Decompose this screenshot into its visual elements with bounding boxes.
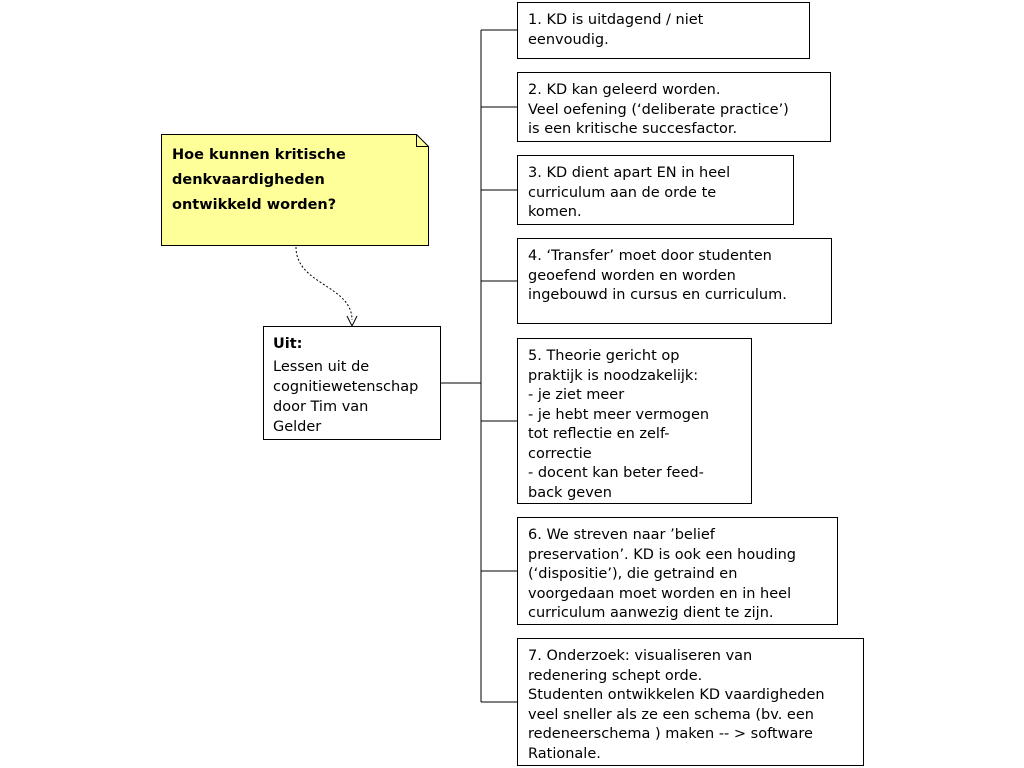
question-text: Hoe kunnen kritische denkvaardigheden ontwikkeld worden? [172, 147, 346, 213]
lesson-box-1: 1. KD is uitdagend / niet eenvoudig. [517, 2, 810, 59]
source-box [263, 326, 441, 440]
question-note [161, 134, 429, 246]
lesson-box-5: 5. Theorie gericht op praktijk is noodzakelijk: - je ziet meer - je hebt meer vermogen tot reflectie en zelf- correctie - docent kan beter feed- back geven [517, 338, 752, 504]
note-link-arrowhead [347, 316, 357, 326]
lesson-box-7: 7. Onderzoek: visualiseren van redenering schept orde. Studenten ontwikkelen KD vaardigheden veel sneller als ze een schema (bv. een redeneerschema ) maken -- > software Rationale. [517, 638, 864, 766]
lesson-box-4: 4. ‘Transfer’ moet door studenten geoefend worden en worden ingebouwd in cursus en curriculum. [517, 238, 832, 324]
source-body: Lessen uit de cognitiewetenschap door Tim van Gelder [273, 359, 419, 435]
note-link-curve [296, 247, 352, 320]
source-heading: Uit: [273, 336, 303, 352]
lesson-box-2: 2. KD kan geleerd worden. Veel oefening (‘deliberate practice’) is een kritische succesfactor. [517, 72, 831, 142]
lesson-box-3: 3. KD dient apart EN in heel curriculum aan de orde te komen. [517, 155, 794, 225]
lesson-box-6: 6. We streven naar ’belief preservation’. KD is ook een houding (‘dispositie’), die getraind en voorgedaan moet worden en in heel curriculum aanwezig dient te zijn. [517, 517, 838, 625]
